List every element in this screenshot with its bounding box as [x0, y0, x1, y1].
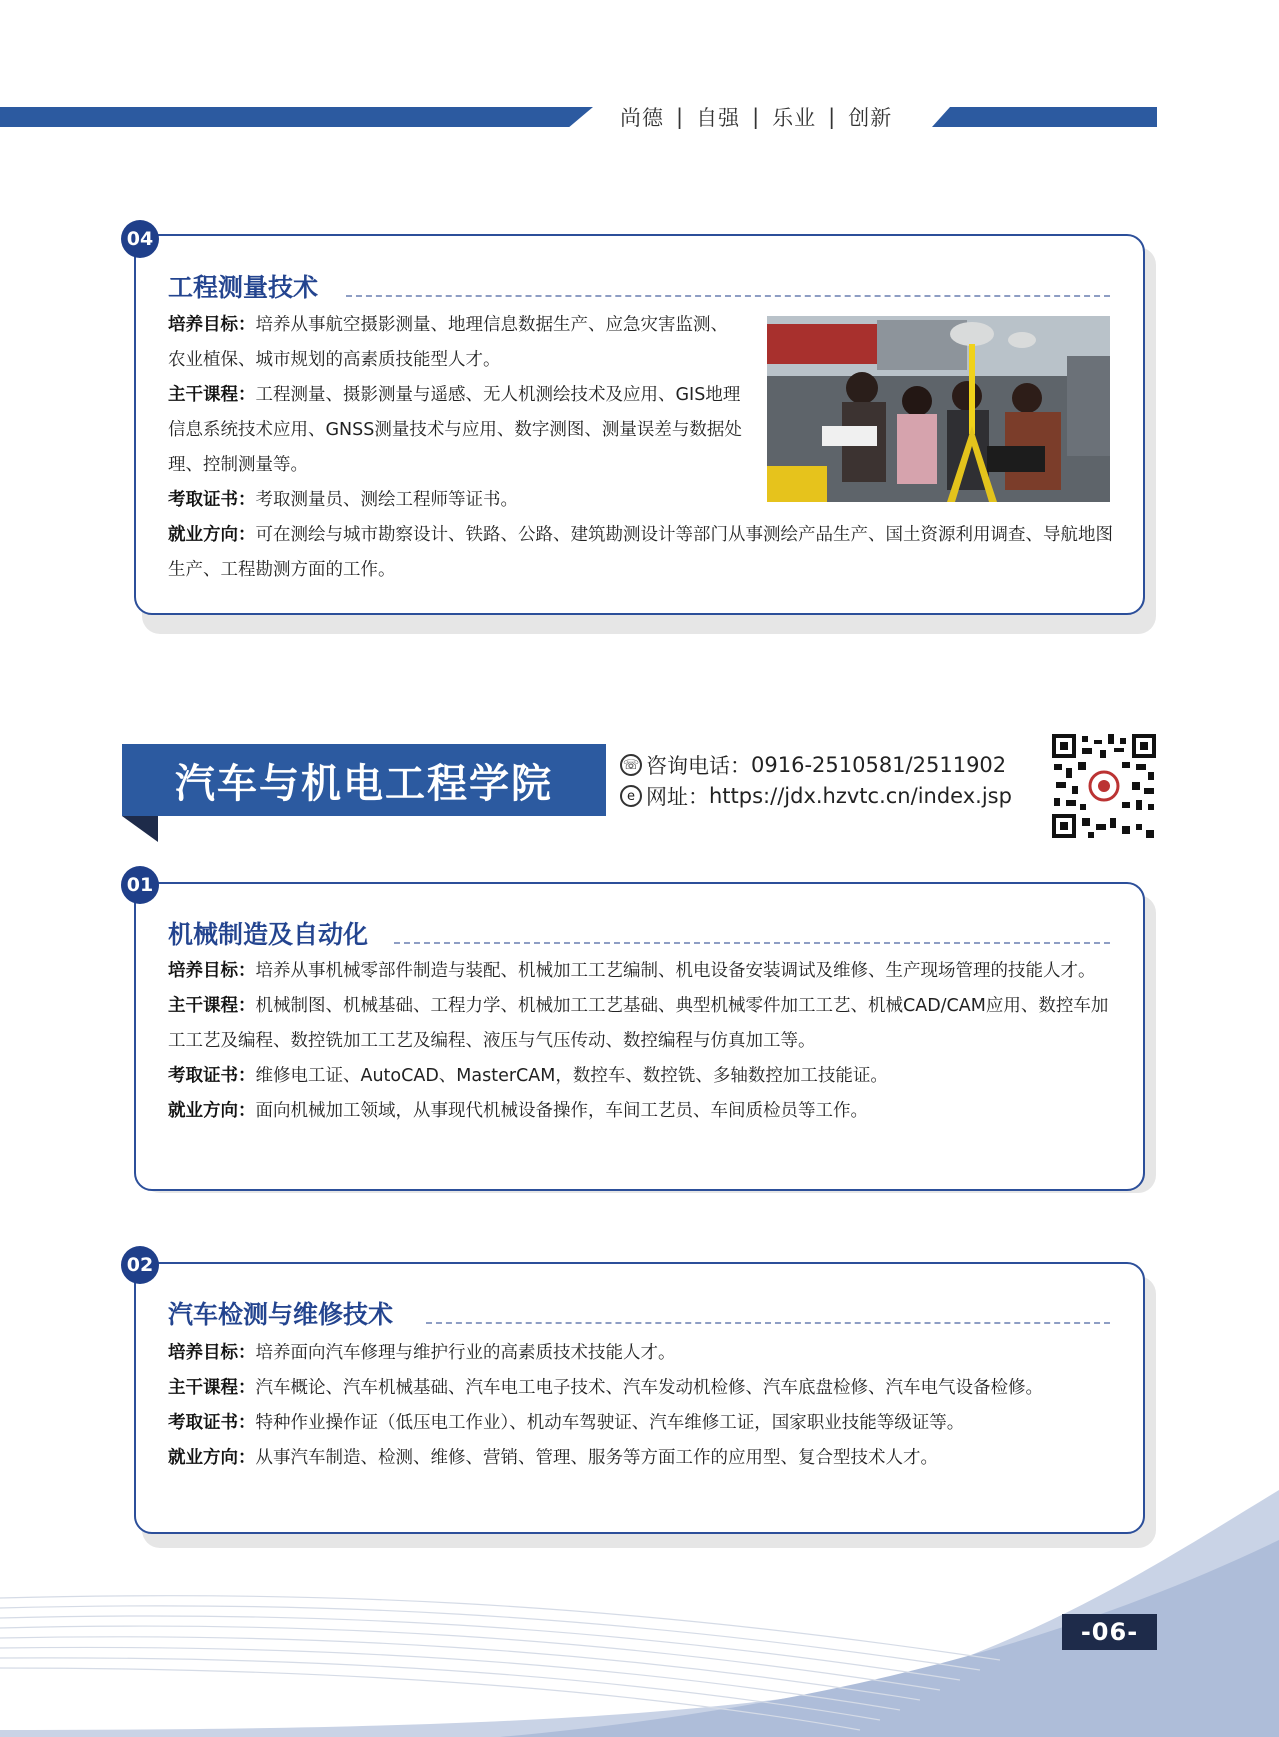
program-number-badge: 01 [121, 866, 159, 904]
courses-label: 主干课程： [168, 1378, 256, 1398]
web-icon: e [620, 785, 642, 807]
jobs-text: 面向机械加工领域，从事现代机械设备操作，车间工艺员、车间质检员等工作。 [255, 1101, 868, 1121]
courses-label: 主干课程： [168, 385, 256, 405]
website-url[interactable]: https://jdx.hzvtc.cn/index.jsp [709, 784, 1012, 808]
goal-text: 培养从事机械零部件制造与装配、机械加工工艺编制、机电设备安装调试及维修、生产现场管理的技能人才。 [255, 961, 1096, 981]
courses-text: 机械制图、机械基础、工程力学、机械加工工艺基础、典型机械零件加工工艺、机械CAD/CAM应用、数控车加工工艺及编程、数控铣加工工艺及编程、液压与气压传动、数控编程与仿真加工等。 [168, 996, 1109, 1051]
survey-photo [767, 316, 1110, 502]
college-name-banner: 汽车与机电工程学院 [122, 744, 606, 816]
goal-text: 培养从事航空摄影测量、地理信息数据生产、应急灾害监测、农业植保、城市规划的高素质技能型人才。 [168, 315, 728, 370]
title-dashed-line [426, 1322, 1110, 1324]
courses-text: 工程测量、摄影测量与遥感、无人机测绘技术及应用、GIS地理信息系统技术应用、GNSS测量技术与应用、数字测图、测量误差与数据处理、控制测量等。 [168, 385, 742, 475]
jobs-text: 从事汽车制造、检测、维修、营销、管理、服务等方面工作的应用型、复合型技术人才。 [255, 1448, 938, 1468]
program-details [168, 954, 1113, 1129]
phone-label: 咨询电话： [646, 754, 751, 778]
program-title: 汽车检测与维修技术 [168, 1300, 394, 1329]
phone-icon: ☏ [620, 754, 642, 776]
program-details [168, 308, 743, 518]
website-label: 网址： [646, 785, 709, 809]
motto-separator: | [828, 105, 837, 129]
program-title: 机械制造及自动化 [168, 920, 369, 949]
goal-label: 培养目标： [168, 961, 256, 981]
jobs-label: 就业方向： [168, 525, 256, 545]
header-bar-right [932, 107, 1157, 127]
motto-item: 乐业 [772, 106, 817, 130]
motto-separator: | [752, 105, 761, 129]
qr-code [1052, 734, 1156, 838]
title-dashed-line [346, 295, 1110, 297]
title-dashed-line [394, 942, 1110, 944]
phone-number: 0916-2510581/2511902 [751, 753, 1007, 777]
program-number-badge: 04 [121, 220, 159, 258]
jobs-label: 就业方向： [168, 1448, 256, 1468]
goal-label: 培养目标： [168, 1343, 256, 1363]
cert-label: 考取证书： [168, 490, 256, 510]
contact-website [620, 781, 1012, 811]
program-jobs [168, 518, 1113, 588]
cert-text: 特种作业操作证（低压电工作业）、机动车驾驶证、汽车维修工证，国家职业技能等级证等。 [255, 1413, 965, 1433]
jobs-text: 可在测绘与城市勘察设计、铁路、公路、建筑勘测设计等部门从事测绘产品生产、国土资源利用调查、导航地图生产、工程勘测方面的工作。 [168, 525, 1113, 580]
bottom-wave-decoration [0, 1480, 1279, 1737]
header-bar-left [0, 107, 593, 127]
courses-label: 主干课程： [168, 996, 256, 1016]
motto-separator: | [676, 105, 685, 129]
cert-label: 考取证书： [168, 1413, 256, 1433]
banner-fold [122, 816, 158, 842]
cert-text: 考取测量员、测绘工程师等证书。 [255, 490, 518, 510]
motto [620, 102, 892, 132]
motto-item: 创新 [848, 106, 893, 130]
motto-item: 尚德 [620, 106, 664, 130]
program-title: 工程测量技术 [168, 273, 319, 302]
jobs-label: 就业方向： [168, 1101, 256, 1121]
program-details [168, 1336, 1113, 1476]
motto-item: 自强 [696, 106, 741, 130]
cert-text: 维修电工证、AutoCAD、MasterCAM，数控车、数控铣、多轴数控加工技能证。 [255, 1066, 888, 1086]
program-number-badge: 02 [121, 1246, 159, 1284]
goal-label: 培养目标： [168, 315, 256, 335]
courses-text: 汽车概论、汽车机械基础、汽车电工电子技术、汽车发动机检修、汽车底盘检修、汽车电气设备检修。 [255, 1378, 1043, 1398]
cert-label: 考取证书： [168, 1066, 256, 1086]
contact-phone [620, 750, 1006, 780]
page-number: -06- [1062, 1614, 1157, 1650]
goal-text: 培养面向汽车修理与维护行业的高素质技术技能人才。 [255, 1343, 676, 1363]
